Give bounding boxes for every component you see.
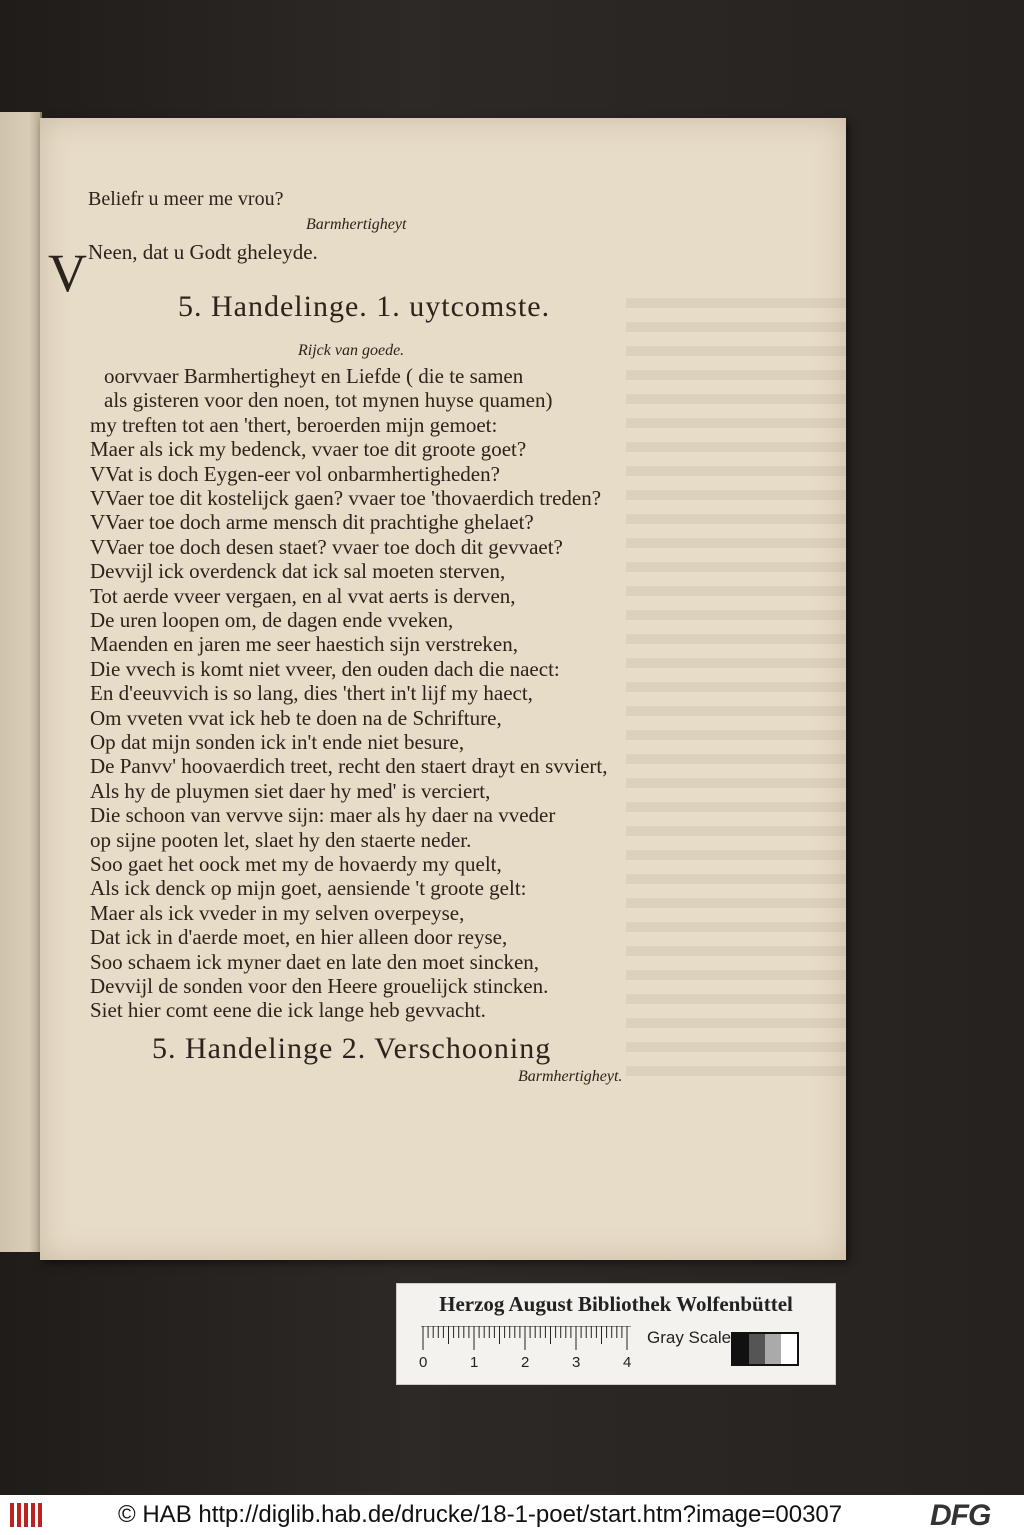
verse-line: VVaer toe doch desen staet? vvaer toe doch dit gevvaet? — [90, 534, 563, 559]
gray-scale-patch — [731, 1332, 799, 1366]
verse-line: Die vvech is komt niet vveer, den ouden dach die naect: — [90, 656, 560, 681]
verse-line: De uren loopen om, de dagen ende vveken, — [90, 608, 454, 632]
verse-line: my treften tot aen 'thert, beroerden mijn gemoet: — [90, 412, 498, 437]
reply-line: Neen, dat u Godt gheleyde. — [88, 240, 318, 264]
gray-scale-label: Gray Scale — [647, 1328, 732, 1347]
copyright-url[interactable]: © HAB http://diglib.hab.de/drucke/18-1-poet/start.htm?image=00307 — [118, 1501, 843, 1528]
gray-swatch — [765, 1334, 781, 1364]
speaker-name: Barmhertigheyt — [306, 216, 407, 233]
verse-line: Devvijl ick overdenck dat ick sal moeten sterven, — [90, 559, 506, 584]
ruler-number: 1 — [470, 1354, 479, 1371]
verse-line: Als hy de pluymen siet daer hy med' is verciert, — [90, 778, 491, 803]
speaker-name: Barmhertigheyt. — [518, 1068, 623, 1085]
section-heading: 5. Handelinge. 1. uytcomste. — [178, 290, 551, 323]
library-name: Herzog August Bibliothek Wolfenbüttel — [439, 1292, 793, 1316]
drop-cap: V — [48, 243, 87, 303]
verse-line: Devvijl de sonden voor den Heere grouelijck stincken. — [90, 974, 549, 998]
verse-line: op sijne pooten let, slaet hy den staerte neder. — [90, 827, 472, 852]
verse-line: Dat ick in d'aerde moet, en hier alleen door reyse, — [90, 925, 508, 950]
verse-line: als gisteren voor den noen, tot mynen huyse quamen) — [104, 388, 553, 413]
verse-line: Die schoon van vervve sijn: maer als hy daer na vveder — [90, 803, 556, 828]
verse-line: Als ick denck op mijn goet, aensiende 't groote gelt: — [90, 876, 527, 901]
ruler-scale — [421, 1326, 631, 1352]
hab-logo-icon — [8, 1499, 46, 1531]
previous-page-edge — [0, 112, 42, 1252]
library-color-card — [396, 1283, 836, 1385]
section-heading: 5. Handelinge 2. Verschooning — [152, 1032, 552, 1065]
speaker-name: Rijck van goede. — [298, 342, 405, 359]
verse-line: Soo gaet het oock met my de hovaerdy my quelt, — [90, 852, 502, 876]
verse-line: Tot aerde vveer vergaen, en al vvat aerts is derven, — [90, 583, 516, 608]
verse-line: Maenden en jaren me seer haestich sijn verstreken, — [90, 632, 518, 657]
ruler-number: 0 — [419, 1354, 428, 1371]
verse-line: oorvvaer Barmhertigheyt en Liefde ( die te samen — [104, 364, 524, 388]
verse-line: Om vveten vvat ick heb te doen na de Schrifture, — [90, 705, 502, 730]
ruler-number: 4 — [623, 1354, 632, 1371]
verse-line: VVaer toe doch arme mensch dit prachtighe ghelaet? — [90, 510, 534, 535]
ruler-number: 3 — [572, 1354, 581, 1371]
verse-line: Op dat mijn sonden ick in't ende niet besure, — [90, 730, 465, 754]
verse-line: Siet hier comt eene die ick lange heb gevvacht. — [90, 998, 486, 1023]
verse-line: Soo schaem ick myner daet en late den moet sincken, — [90, 949, 540, 974]
verse-line: VVaer toe dit kostelijck gaen? vvaer toe 'thovaerdich treden? — [90, 486, 602, 510]
verse-line: De Panvv' hoovaerdich treet, recht den staert drayt en svviert, — [90, 754, 608, 779]
show-through-text — [626, 298, 846, 1078]
gray-swatch — [781, 1334, 797, 1364]
verse-line: Maer als ick my bedenck, vvaer toe dit groote goet? — [90, 437, 527, 462]
ruler-number: 2 — [521, 1354, 530, 1371]
verse-line: En d'eeuvvich is so lang, dies 'thert in't lijf my haect, — [90, 681, 533, 706]
verse-line: Maer als ick vveder in my selven overpeyse, — [90, 900, 465, 925]
gray-swatch — [733, 1334, 749, 1364]
speaker-question-line: Beliefr u meer me vrou? — [88, 188, 284, 210]
verse-line: VVat is doch Eygen-eer vol onbarmhertigheden? — [90, 461, 500, 486]
dfg-logo: DFG — [930, 1499, 991, 1532]
gray-swatch — [749, 1334, 765, 1364]
footer-bar — [0, 1495, 1024, 1535]
